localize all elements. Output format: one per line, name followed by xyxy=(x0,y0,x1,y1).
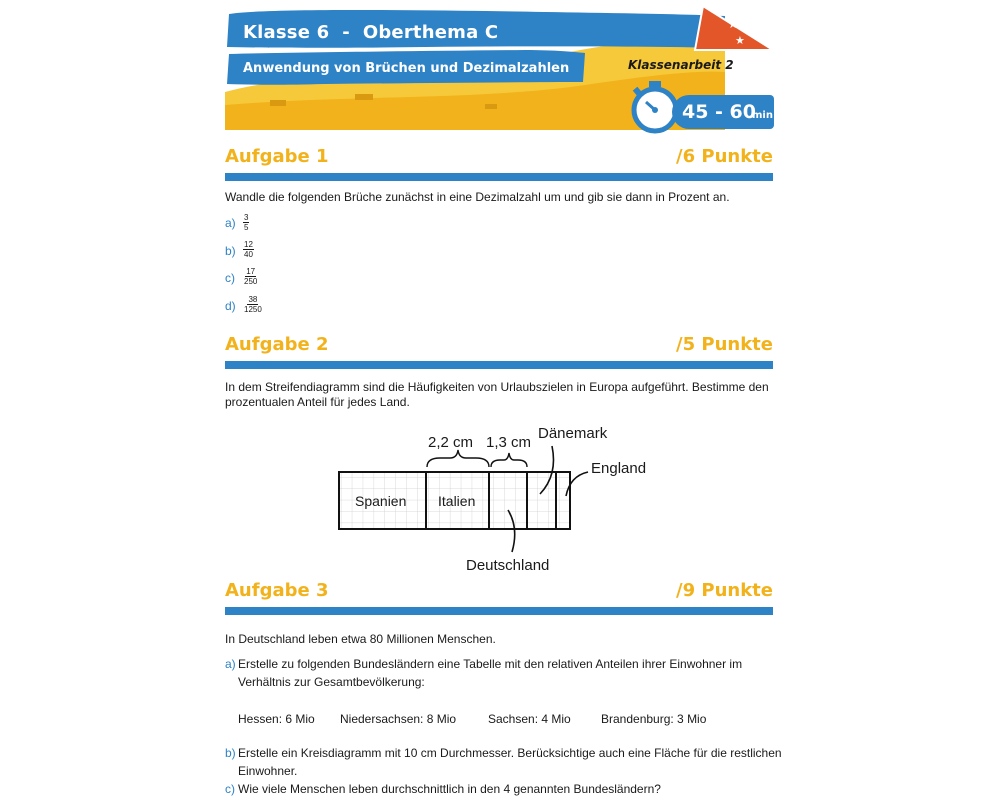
aufgabe3-title: Aufgabe 3 xyxy=(225,580,329,601)
aufgabe3-intro: In Deutschland leben etwa 80 Millionen Menschen. xyxy=(225,632,496,646)
item-c-label: c) xyxy=(225,271,235,285)
item-b-label: b) xyxy=(225,244,236,258)
label-deutschland: Deutschland xyxy=(466,557,550,574)
cell-spanien: Spanien xyxy=(355,493,407,509)
aufgabe3-points: /9 Punkte xyxy=(676,580,773,601)
header-title: Klasse 6 - Oberthema C xyxy=(243,22,499,43)
svg-text:★: ★ xyxy=(735,34,745,47)
aufgabe3-divider xyxy=(225,607,773,615)
fraction-c: $\frac{17}{250}$ xyxy=(244,267,258,286)
aufgabe3-a-text-line1: Erstelle zu folgenden Bundesländern eine Tabelle mit den relativen Anteilen ihrer Einwohner im xyxy=(238,657,743,671)
aufgabe3-b-text-line1: Erstelle ein Kreisdiagramm mit 10 cm Durchmesser. Berücksichtige auch eine Fläche für die restlichen xyxy=(238,746,782,760)
aufgabe2-instruction-line2: prozentualen Anteil für jedes Land. xyxy=(225,395,410,409)
svg-text:★: ★ xyxy=(728,18,738,31)
label-england: England xyxy=(591,460,647,477)
fraction-a: $\frac{3}{5}$ xyxy=(244,213,249,232)
state-hessen: Hessen: 6 Mio xyxy=(238,712,315,726)
time-unit: min xyxy=(752,110,773,121)
fraction-d: $\frac{38}{1250}$ xyxy=(244,295,262,314)
aufgabe3-a-text-line2: Verhältnis zur Gesamtbevölkerung: xyxy=(238,675,425,689)
label-daenemark: Dänemark xyxy=(538,425,608,442)
aufgabe1-instruction: Wandle die folgenden Brüche zunächst in eine Dezimalzahl um und gib sie dann in Prozent an. xyxy=(225,190,730,204)
state-brandenburg: Brandenburg: 3 Mio xyxy=(601,712,707,726)
aufgabe2-instruction-line1: In dem Streifendiagramm sind die Häufigkeiten von Urlaubszielen in Europa aufgeführt. Bestimme den xyxy=(225,380,769,394)
aufgabe3-b-label: b) xyxy=(225,746,236,760)
measure-spanien-italien: 2,2 cm xyxy=(428,434,474,451)
aufgabe1-points: /6 Punkte xyxy=(676,146,773,167)
aufgabe3-c-label: c) xyxy=(225,782,235,796)
state-sachsen: Sachsen: 4 Mio xyxy=(488,712,571,726)
aufgabe1-title: Aufgabe 1 xyxy=(225,146,329,167)
aufgabe3-b-text-line2: Einwohner. xyxy=(238,764,298,778)
fraction-b: $\frac{12}{40}$ xyxy=(244,240,253,259)
measure-deutschland: 1,3 cm xyxy=(486,434,532,451)
item-a-label: a) xyxy=(225,216,236,230)
aufgabe2-points: /5 Punkte xyxy=(676,334,773,355)
item-d-label: d) xyxy=(225,299,236,313)
aufgabe3-a-label: a) xyxy=(225,657,236,671)
aufgabe3-c-text: Wie viele Menschen leben durchschnittlich in den 4 genannten Bundesländern? xyxy=(238,782,661,796)
cell-italien: Italien xyxy=(438,493,476,509)
aufgabe2-title: Aufgabe 2 xyxy=(225,334,329,355)
header-subtitle: Anwendung von Brüchen und Dezimalzahlen xyxy=(243,61,570,76)
aufgabe2-divider xyxy=(225,361,773,369)
state-niedersachsen: Niedersachsen: 8 Mio xyxy=(340,712,457,726)
exam-label: Klassenarbeit 2 xyxy=(628,58,734,72)
aufgabe1-divider xyxy=(225,173,773,181)
time-range: 45 - 60 xyxy=(682,101,756,123)
